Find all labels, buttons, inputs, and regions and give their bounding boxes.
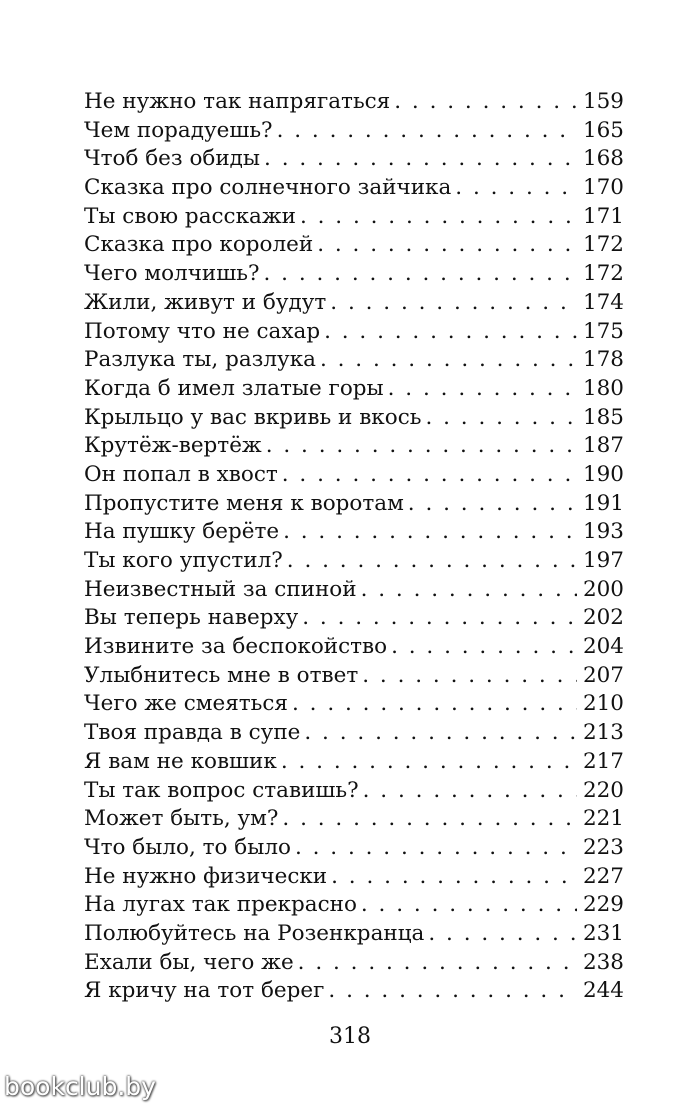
toc-entry-page: 187 xyxy=(582,433,624,459)
toc-dot-leader xyxy=(331,863,577,892)
toc-entry-title: Ты так вопрос ставишь? xyxy=(84,777,359,803)
toc-entry xyxy=(84,863,624,892)
toc-entry-title: Я вам не ковшик xyxy=(84,748,277,774)
toc-entry-title: Он попал в хвост xyxy=(84,461,278,487)
toc-entry-title: Пропустите меня к воротам xyxy=(84,490,404,516)
toc-entry-title: Не нужно физически xyxy=(84,863,328,889)
toc-dot-leader xyxy=(361,891,577,920)
toc-entry xyxy=(84,633,624,662)
toc-dot-leader xyxy=(287,547,577,576)
toc-entry-page: 202 xyxy=(582,605,624,631)
toc-entry-title: Ты свою расскажи xyxy=(84,203,296,229)
toc-entry-page: 159 xyxy=(582,89,624,114)
toc-entry-page: 180 xyxy=(582,375,624,401)
toc-entry xyxy=(84,490,624,519)
toc-dot-leader xyxy=(298,949,577,978)
toc-dot-leader xyxy=(324,318,577,347)
toc-entry-title: Чего молчишь? xyxy=(84,261,260,287)
toc-entry-title: На лугах так прекрасно xyxy=(84,892,357,918)
toc-entry-page: 168 xyxy=(582,146,624,172)
toc-dot-leader xyxy=(282,805,577,834)
toc-dot-leader xyxy=(362,662,577,691)
toc-entry-page: 229 xyxy=(582,892,624,918)
toc-dot-leader xyxy=(425,404,577,433)
toc-dot-leader xyxy=(408,490,577,519)
toc-entry-title: Крутёж-вертёж xyxy=(84,433,262,459)
toc-entry-page: 190 xyxy=(582,461,624,487)
toc-entry-page: 221 xyxy=(582,806,624,832)
toc-entry-page: 185 xyxy=(582,404,624,430)
toc-entry-page: 171 xyxy=(582,203,624,229)
toc-entry-page: 210 xyxy=(582,691,624,717)
toc-entry xyxy=(84,748,624,777)
toc-entry xyxy=(84,949,624,978)
toc-dot-leader xyxy=(283,518,577,547)
toc-dot-leader xyxy=(277,117,577,146)
toc-entry xyxy=(84,805,624,834)
toc-entry-page: 197 xyxy=(582,548,624,573)
toc-dot-leader xyxy=(304,719,577,748)
toc-entry-title: Чтоб без обиды xyxy=(84,146,261,172)
toc-entry-page: 174 xyxy=(582,289,624,315)
table-of-contents xyxy=(84,88,624,1006)
toc-dot-leader xyxy=(263,260,576,289)
toc-entry-page: 217 xyxy=(582,748,624,774)
toc-dot-leader xyxy=(363,777,577,806)
toc-entry xyxy=(84,690,624,719)
toc-entry xyxy=(84,576,624,605)
toc-entry xyxy=(84,260,624,289)
toc-entry-title: Сказка про солнечного зайчика xyxy=(84,175,452,201)
toc-entry-title: Может быть, ум? xyxy=(84,806,279,832)
toc-dot-leader xyxy=(361,576,577,605)
toc-entry-title: Ты кого упустил? xyxy=(84,548,283,573)
toc-entry xyxy=(84,145,624,174)
toc-entry-title: Разлука ты, разлука xyxy=(84,347,316,373)
page-number: 318 xyxy=(329,1024,371,1049)
toc-entry-title: Извините за беспокойство xyxy=(84,634,388,660)
toc-entry-page: 227 xyxy=(582,863,624,889)
toc-entry-title: Не нужно так напрягаться xyxy=(84,89,391,114)
toc-entry xyxy=(84,891,624,920)
toc-entry-title: Вы теперь наверху xyxy=(84,605,299,631)
toc-entry-title: На пушку берёте xyxy=(84,519,280,545)
toc-dot-leader xyxy=(428,920,577,949)
toc-entry xyxy=(84,375,624,404)
toc-entry-page: 204 xyxy=(582,634,624,660)
toc-dot-leader xyxy=(330,289,577,318)
toc-dot-leader xyxy=(391,633,577,662)
toc-dot-leader xyxy=(300,203,577,232)
toc-entry-page: 172 xyxy=(582,232,624,258)
toc-entry xyxy=(84,174,624,203)
toc-entry-page: 200 xyxy=(582,576,624,602)
toc-entry-title: Когда б имел златые горы xyxy=(84,375,384,401)
toc-entry xyxy=(84,518,624,547)
toc-entry-page: 207 xyxy=(582,662,624,688)
toc-entry-title: Чем порадуешь? xyxy=(84,117,273,143)
toc-dot-leader xyxy=(266,432,577,461)
toc-entry xyxy=(84,662,624,691)
watermark: bookclub.by xyxy=(4,1072,156,1101)
toc-entry-page: 191 xyxy=(582,490,624,516)
toc-entry xyxy=(84,432,624,461)
toc-dot-leader xyxy=(320,346,577,375)
toc-entry xyxy=(84,117,624,146)
toc-entry-title: Чего же смеяться xyxy=(84,691,288,717)
toc-entry-title: Ехали бы, чего же xyxy=(84,949,294,975)
toc-entry xyxy=(84,604,624,633)
toc-entry-title: Полюбуйтесь на Розенкранца xyxy=(84,920,425,946)
toc-dot-leader xyxy=(292,690,577,719)
toc-entry-page: 244 xyxy=(582,978,624,1004)
toc-entry xyxy=(84,547,624,576)
toc-entry-page: 172 xyxy=(582,261,624,287)
toc-entry xyxy=(84,88,624,117)
toc-entry-title: Что было, то было xyxy=(84,834,291,860)
toc-dot-leader xyxy=(282,461,577,490)
toc-entry xyxy=(84,289,624,318)
toc-entry-title: Жили, живут и будут xyxy=(84,289,327,315)
toc-dot-leader xyxy=(455,174,577,203)
toc-dot-leader xyxy=(302,604,577,633)
toc-entry-title: Сказка про королей xyxy=(84,232,314,258)
toc-entry xyxy=(84,231,624,260)
toc-entry xyxy=(84,346,624,375)
toc-dot-leader xyxy=(317,231,577,260)
toc-entry-page: 213 xyxy=(582,720,624,746)
toc-entry xyxy=(84,461,624,490)
toc-entry-page: 175 xyxy=(582,318,624,344)
toc-entry xyxy=(84,719,624,748)
toc-entry-page: 170 xyxy=(582,175,624,201)
toc-dot-leader xyxy=(264,145,577,174)
toc-entry-title: Крыльцо у вас вкривь и вкось xyxy=(84,404,422,430)
toc-entry xyxy=(84,203,624,232)
toc-entry xyxy=(84,834,624,863)
toc-entry-title: Потому что не сахар xyxy=(84,318,321,344)
toc-entry-page: 165 xyxy=(582,117,624,143)
toc-entry xyxy=(84,977,624,1006)
toc-entry xyxy=(84,404,624,433)
toc-dot-leader xyxy=(295,834,577,863)
toc-dot-leader xyxy=(328,977,577,1006)
toc-entry-page: 231 xyxy=(582,920,624,946)
toc-dot-leader xyxy=(388,375,577,404)
toc-dot-leader xyxy=(281,748,577,777)
toc-entry-title: Я кричу на тот берег xyxy=(84,978,325,1004)
toc-entry-title: Неизвестный за спиной xyxy=(84,576,357,602)
toc-entry-page: 223 xyxy=(582,834,624,860)
toc-entry xyxy=(84,920,624,949)
toc-entry-page: 238 xyxy=(582,949,624,975)
toc-entry xyxy=(84,777,624,806)
toc-entry-page: 178 xyxy=(582,347,624,373)
toc-entry-page: 220 xyxy=(582,777,624,803)
toc-entry-title: Улыбнитесь мне в ответ xyxy=(84,662,359,688)
toc-dot-leader xyxy=(394,88,577,117)
toc-entry xyxy=(84,318,624,347)
toc-entry-title: Твоя правда в супе xyxy=(84,720,301,746)
toc-entry-page: 193 xyxy=(582,519,624,545)
